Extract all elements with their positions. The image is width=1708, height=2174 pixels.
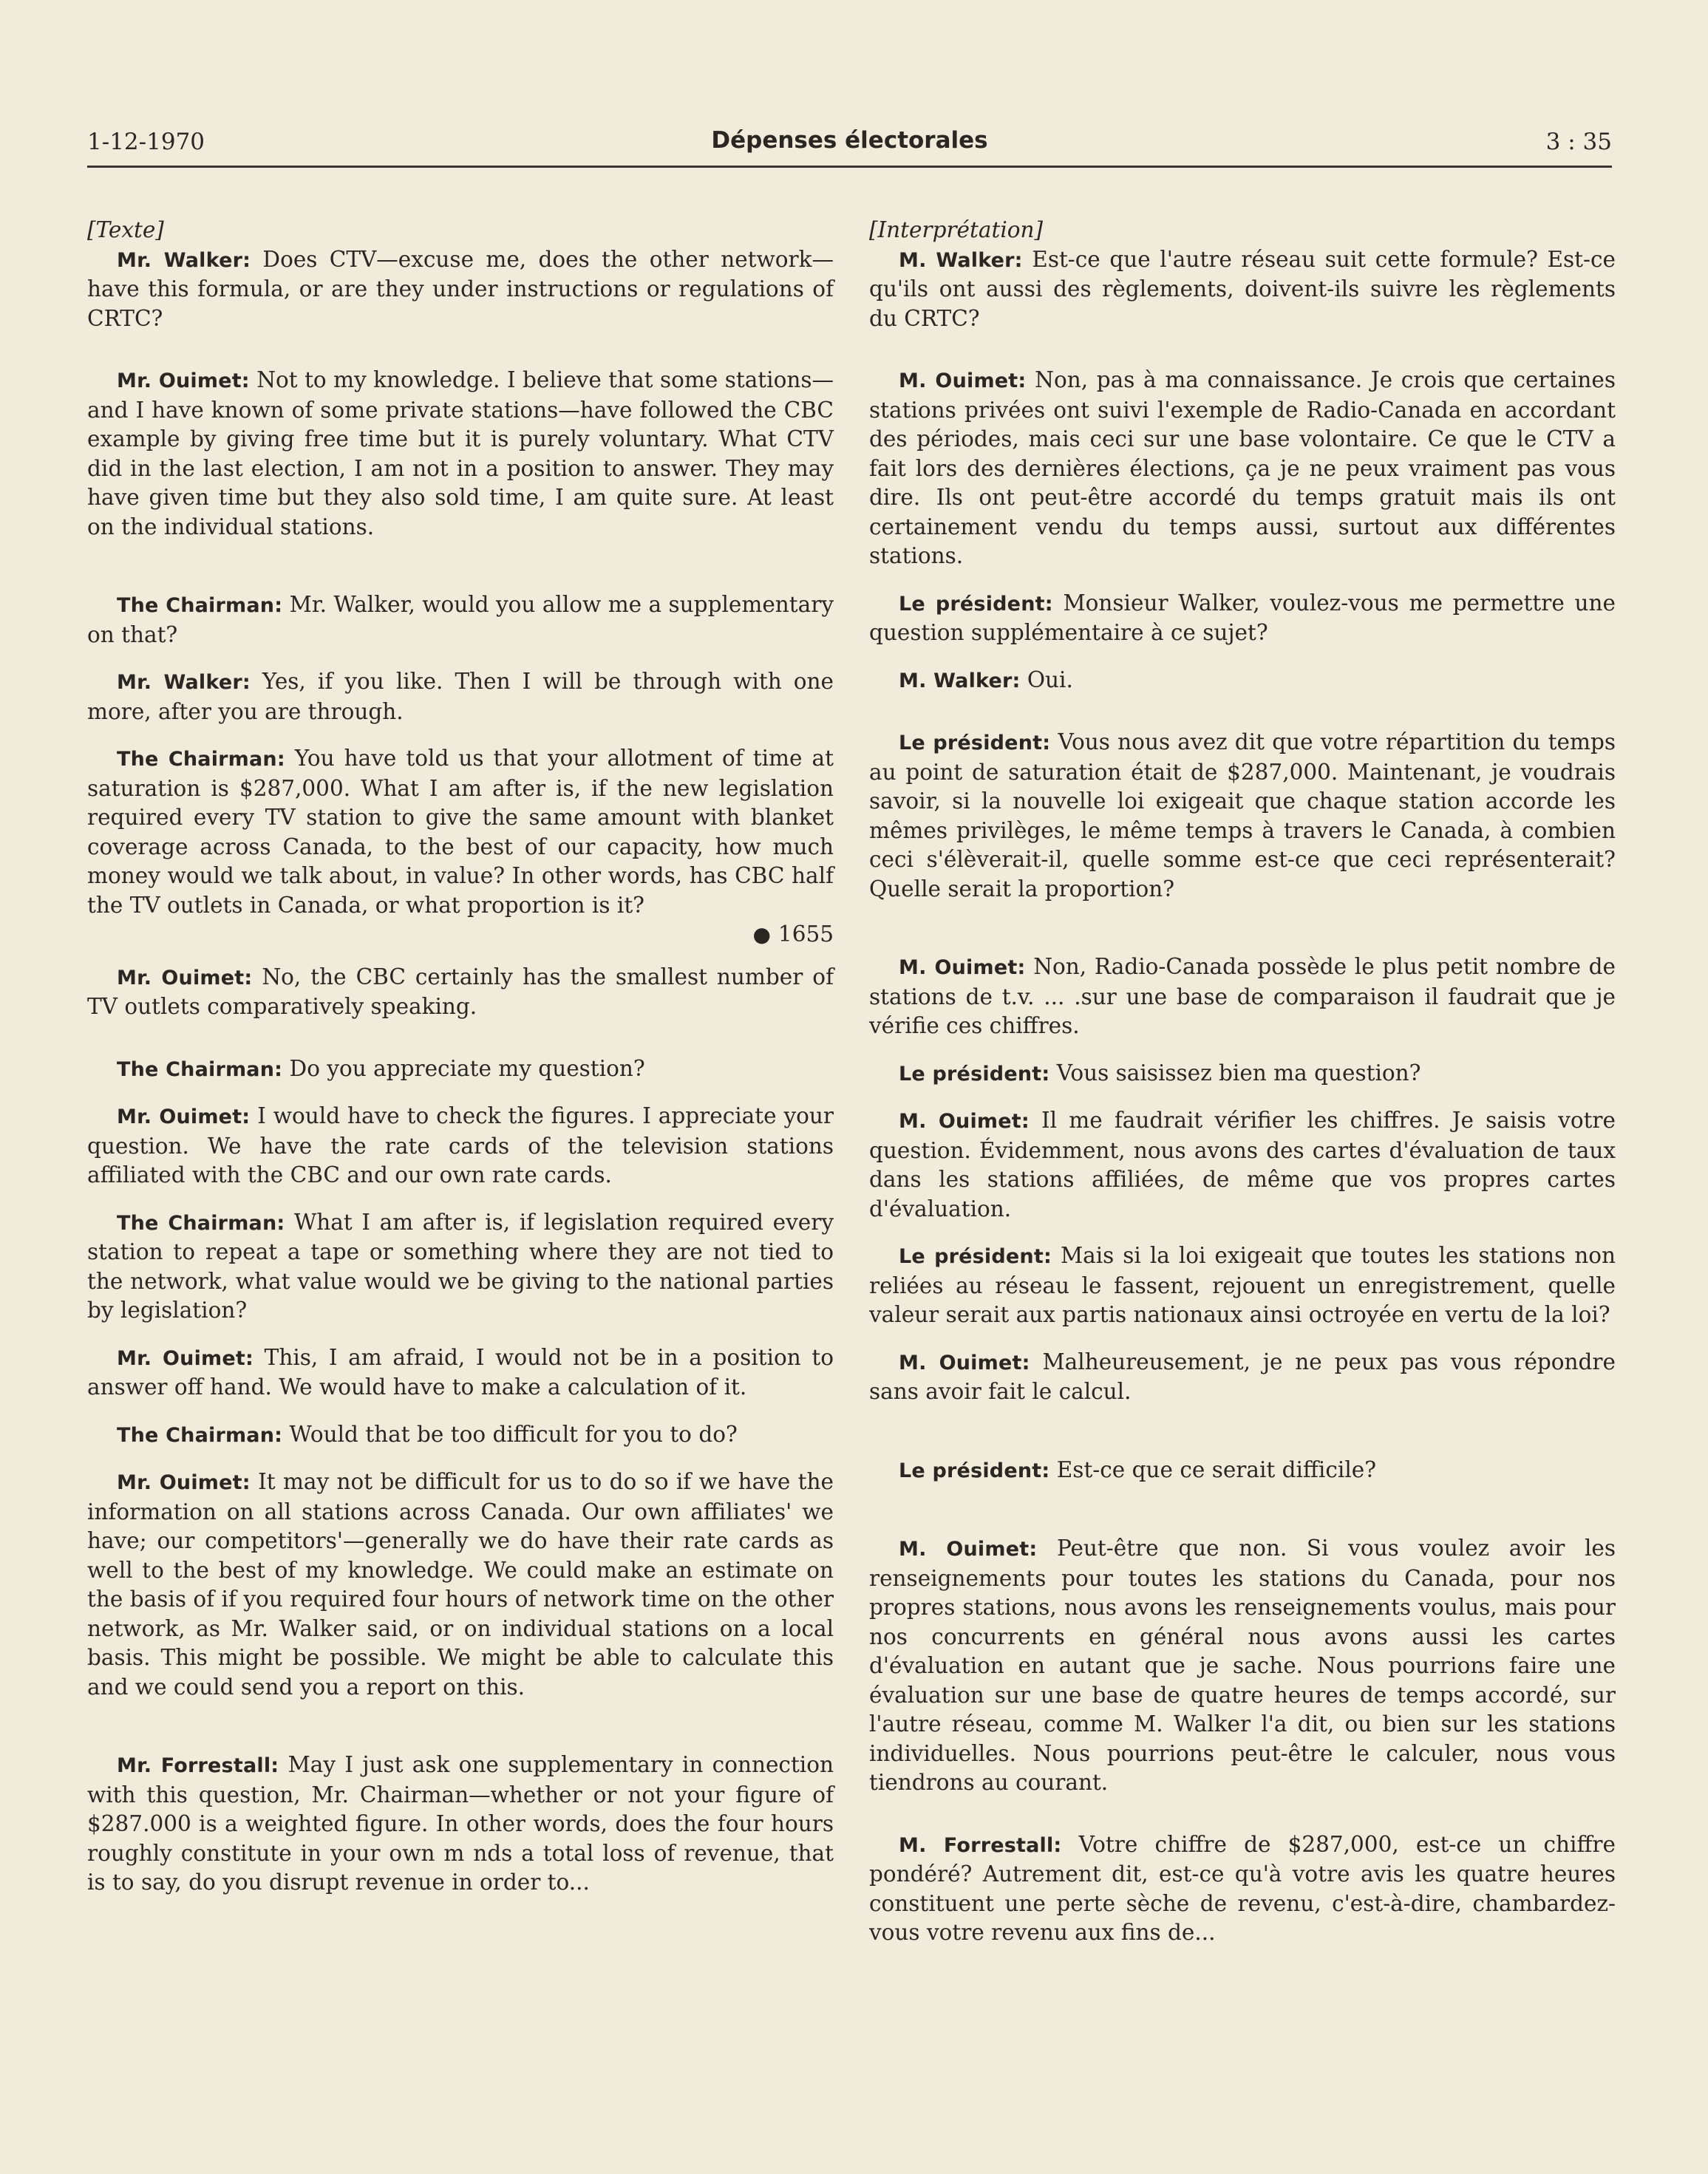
speaker: Mr. Forrestall: (117, 1754, 279, 1777)
paragraph-text: Non, Radio-Canada possède le plus petit nombre de stations de t.v. ... .sur une base de comparaison il faudrait que je vérifie ces chiffres. (869, 954, 1616, 1038)
paragraph (869, 1456, 1616, 1486)
paragraph (869, 728, 1616, 904)
paragraph (87, 963, 834, 1022)
speaker: The Chairman: (117, 1057, 283, 1081)
header-page-number: 3 : 35 (1545, 129, 1612, 155)
paragraph-text: You have told us that your allotment of time at saturation is $287,000. What I am after is, if the new legislation required every TV station to give the same amount with blanket coverage across Canada, to the best of our capacity, how much money would we talk about, in value? In other words, has CBC half the TV outlets in Canada, or what proportion is it? (87, 746, 834, 918)
paragraph-text: Vous nous avez dit que votre répartition du temps au point de saturation était de $287,000. Maintenant, je voudrais savoir, si la nouvelle loi exigeait que chaque station accorde les mêmes privilèges, le même temps à travers le Canada, à combien ceci s'élèverait-il, quelle somme est-ce que ceci représenterait? Quelle serait la proportion? (869, 729, 1616, 902)
paragraph (869, 1106, 1616, 1224)
paragraph (87, 1208, 834, 1326)
paragraph-text: Oui. (1027, 667, 1073, 692)
paragraph-text: It may not be difficult for us to do so if we have the information on all stations across Canada. Our own affiliates' we have; our competitors'—generally we do have their rate cards as well to the best of my knowledge. We could make an estimate on the basis of if you required four hours of network time on the other network, as Mr. Walker said, or on individual stations on a local basis. This might be possible. We might be able to calculate this and we could send you a report on this. (87, 1469, 834, 1700)
speaker: Le président: (899, 592, 1053, 616)
paragraph-text: I would have to check the figures. I appreciate your question. We have the rate cards of the television stations affiliated with the CBC and our own rate cards. (87, 1103, 834, 1187)
paragraph (87, 1420, 834, 1451)
paragraph-text: May I just ask one supplementary in connection with this question, Mr. Chairman—whether or not your figure of $287.000 is a weighted figure. In other words, does the four hours roughly constitute in your own m nds a total loss of revenue, that is to say, do you disrupt revenue in order to... (87, 1752, 834, 1895)
speaker: M. Ouimet: (899, 956, 1026, 979)
speaker: Le président: (899, 1245, 1052, 1268)
english-column (87, 216, 834, 1915)
page-header (87, 127, 1612, 168)
paragraph-text: No, the CBC certainly has the smallest number of TV outlets comparatively speaking. (87, 964, 834, 1019)
speaker: The Chairman: (117, 594, 283, 617)
speaker: M. Ouimet: (899, 1351, 1030, 1374)
header-title: Dépenses électorales (711, 127, 988, 154)
speaker: M. Ouimet: (899, 1110, 1030, 1133)
speaker: M. Walker: (899, 669, 1021, 692)
paragraph (869, 1830, 1616, 1948)
french-column (869, 216, 1616, 1966)
paragraph (87, 1751, 834, 1898)
speaker: M. Walker: (899, 248, 1023, 272)
paragraph-text: Do you appreciate my question? (289, 1055, 645, 1081)
speaker: Mr. Ouimet: (117, 966, 253, 989)
paragraph-text: Monsieur Walker, voulez-vous me permettre une question supplémentaire à ce sujet? (869, 590, 1616, 645)
paragraph (869, 1534, 1616, 1798)
paragraph-text: Yes, if you like. Then I will be through with one more, after you are through. (87, 669, 834, 724)
paragraph-text: Does CTV—excuse me, does the other network—have this formula, or are they under instructions or regulations of CRTC? (87, 246, 834, 331)
speaker: M. Ouimet: (899, 369, 1027, 392)
paragraph (869, 245, 1616, 334)
paragraph-text: Est-ce que l'autre réseau suit cette formule? Est-ce qu'ils ont aussi des règlements, doivent-ils suivre les règlements du CRTC? (869, 246, 1616, 331)
speaker: Mr. Ouimet: (117, 1105, 251, 1128)
paragraph (87, 667, 834, 726)
paragraph-text: Votre chiffre de $287,000, est-ce un chiffre pondéré? Autrement dit, est-ce qu'à votre avis les quatre heures constituent une perte sèche de revenu, c'est-à-dire, chambardez-vous votre revenu aux fins de... (869, 1831, 1616, 1945)
paragraph-text: Not to my knowledge. I believe that some stations—and I have known of some private stations—have followed the CBC example by giving free time but it is purely voluntary. What CTV did in the last election, I am not in a position to answer. They may have given time but they also sold time, I am quite sure. At least on the individual stations. (87, 367, 834, 539)
paragraph-text: Mr. Walker, would you allow me a supplementary on that? (87, 592, 834, 647)
speaker: Le président: (899, 1459, 1050, 1482)
speaker: Le président: (899, 1062, 1050, 1086)
paragraph (87, 744, 834, 920)
paragraph (869, 1241, 1616, 1330)
speaker: Mr. Ouimet: (117, 1471, 251, 1494)
paragraph (87, 1054, 834, 1085)
speaker: The Chairman: (117, 748, 285, 771)
paragraph (869, 366, 1616, 571)
paragraph-text: Would that be too difficult for you to do? (289, 1421, 738, 1447)
speaker: The Chairman: (117, 1423, 283, 1447)
paragraph-text: Il me faudrait vérifier les chiffres. Je saisis votre question. Évidemment, nous avons des cartes d'évaluation de taux dans les stations affiliées, de même que vos propres cartes d'évaluation. (869, 1108, 1616, 1221)
speaker: Mr. Ouimet: (117, 369, 250, 392)
speaker: Mr. Walker: (117, 248, 251, 272)
speaker: Mr. Ouimet: (117, 1346, 254, 1370)
speaker: Mr. Walker: (117, 671, 251, 694)
paragraph (87, 1343, 834, 1403)
paragraph-text: Vous saisissez bien ma question? (1056, 1060, 1421, 1086)
paragraph (87, 245, 834, 334)
paragraph-text: Malheureusement, je ne peux pas vous répondre sans avoir fait le calcul. (869, 1349, 1616, 1404)
paragraph (87, 1468, 834, 1702)
paragraph (87, 590, 834, 650)
paragraph (869, 589, 1616, 648)
paragraph-text: What I am after is, if legislation required every station to repeat a tape or something where they are not tied to the network, what value would we be giving to the national parties by legislation? (87, 1209, 834, 1323)
speaker: M. Ouimet: (899, 1538, 1038, 1561)
language-label: [Texte] (87, 217, 164, 242)
bullet-icon: ● (752, 922, 771, 947)
paragraph-text: Mais si la loi exigeait que toutes les stations non reliées au réseau le fassent, rejouent un enregistrement, quelle valeur serait aux partis nationaux ainsi octroyée en vertu de la loi? (869, 1243, 1616, 1327)
paragraph (869, 1348, 1616, 1407)
paragraph (87, 1102, 834, 1190)
language-label: [Interprétation] (869, 217, 1044, 242)
time-marker (87, 920, 834, 950)
speaker: M. Forrestall: (899, 1833, 1062, 1857)
paragraph (87, 366, 834, 542)
paragraph (869, 666, 1616, 696)
paragraph-text: This, I am afraid, I would not be in a position to answer off hand. We would have to make a calculation of it. (87, 1344, 834, 1400)
speaker: The Chairman: (117, 1211, 285, 1235)
paragraph-text: Est-ce que ce serait difficile? (1056, 1456, 1377, 1482)
paragraph-text: Non, pas à ma connaissance. Je crois que certaines stations privées ont suivi l'exemple de Radio-Canada en accordant des périodes, mais ceci sur une base volontaire. Ce que le CTV a fait lors des dernières élections, ça je ne peux vraiment pas vous dire. Ils ont peut-être accordé du temps gratuit mais ils ont certainement vendu du temps aussi, surtout aux différentes stations. (869, 367, 1616, 568)
speaker: Le président: (899, 732, 1051, 754)
time-marker-text: 1655 (778, 921, 834, 947)
paragraph-text: Peut-être que non. Si vous voulez avoir les renseignements pour toutes les stations du Canada, pour nos propres stations, nous avons les renseignements voulus, mais pour nos concurrents en général nous avons aussi les cartes d'évaluation en autant que je sache. Nous pourrions faire une évaluation sur une base de quatre heures de temps accordé, sur l'autre réseau, comme M. Walker l'a dit, ou bien sur les stations individuelles. Nous pourrions peut-être le calculer, nous vous tiendrons au courant. (869, 1536, 1616, 1795)
header-date: 1-12-1970 (87, 129, 205, 155)
paragraph (869, 953, 1616, 1041)
paragraph (869, 1059, 1616, 1089)
